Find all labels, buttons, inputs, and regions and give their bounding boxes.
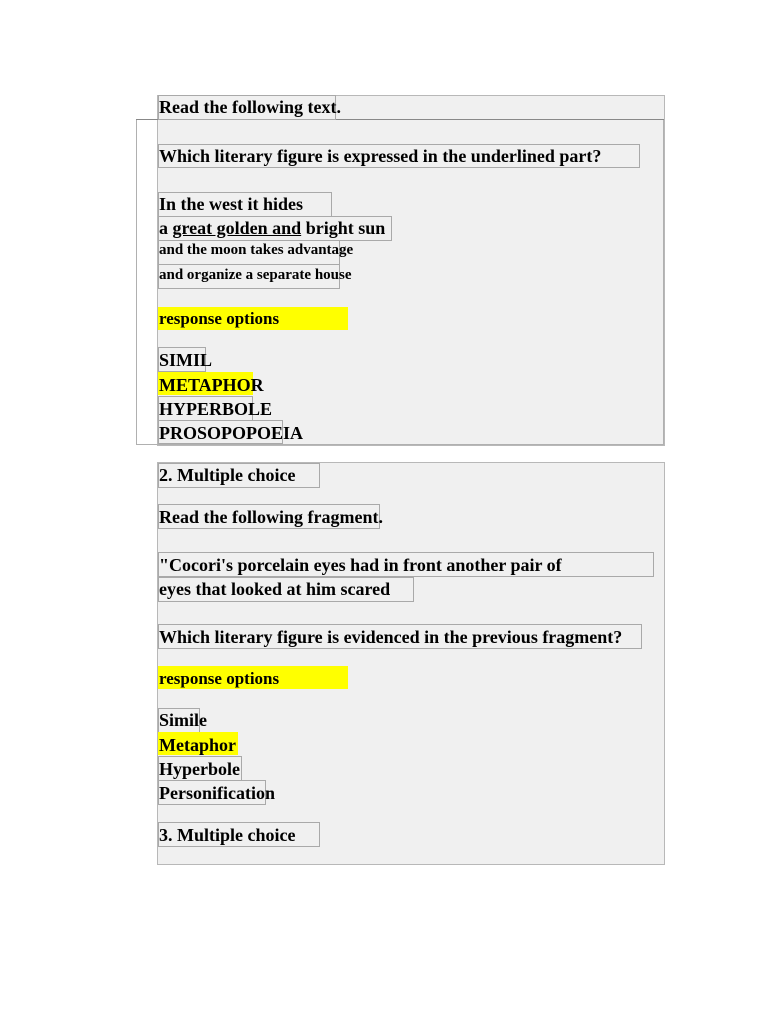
q2-fragment-line-2: eyes that looked at him scared — [159, 579, 391, 599]
poem-line-1: In the west it hides — [159, 194, 304, 214]
q1-options-label: response options — [159, 309, 280, 328]
poem-line-4: and organize a separate house — [159, 267, 352, 283]
poem-line-2-underlined: great golden and — [172, 218, 302, 238]
q3-heading: 3. Multiple choice — [159, 825, 296, 845]
poem-line-3: and the moon takes advantage — [159, 242, 354, 258]
q1-option-4[interactable]: PROSOPOPOEIA — [159, 423, 304, 443]
poem-line-2-suffix: bright sun — [301, 218, 386, 238]
q2-option-2[interactable]: Metaphor — [159, 735, 236, 755]
q1-option-2[interactable]: METAPHOR — [159, 375, 264, 395]
q2-question: Which literary figure is evidenced in the previous fragment? — [159, 627, 623, 647]
q2-options-label: response options — [159, 669, 280, 688]
q2-heading: 2. Multiple choice — [159, 465, 296, 485]
q2-instruction: Read the following fragment. — [159, 507, 383, 527]
poem-line-2-prefix: a — [159, 218, 173, 238]
q2-option-1[interactable]: Simile — [159, 710, 207, 730]
poem-line-2 — [159, 219, 385, 237]
q2-option-3[interactable]: Hyperbole — [159, 759, 240, 779]
q1-question: Which literary figure is expressed in the underlined part? — [159, 146, 602, 166]
q1-option-1[interactable]: SIMIL — [159, 350, 213, 370]
q1-option-3[interactable]: HYPERBOLE — [159, 399, 273, 419]
q1-instruction: Read the following text. — [159, 97, 341, 117]
q2-option-4[interactable]: Personification — [159, 783, 275, 803]
q2-fragment-line-1: "Cocori's porcelain eyes had in front another pair of — [159, 555, 562, 575]
